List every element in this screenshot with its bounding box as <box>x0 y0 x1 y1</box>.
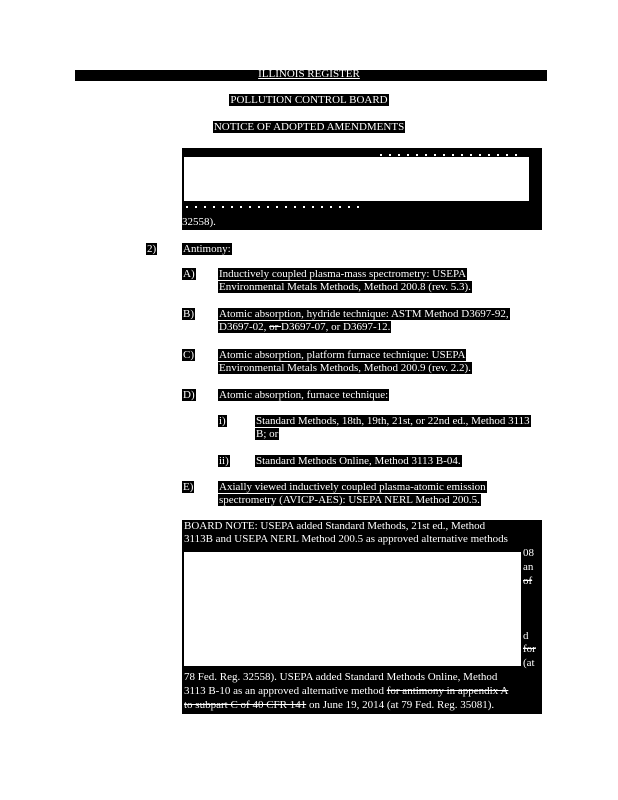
board-note-fragment: d <box>523 630 529 642</box>
redaction-speckle <box>280 622 510 624</box>
section-title: Antimony: <box>183 243 231 255</box>
board-title: POLLUTION CONTROL BOARD <box>230 94 388 106</box>
board-note-fragment: (at <box>523 657 535 669</box>
item-label: C) <box>183 349 194 361</box>
redaction-speckle <box>186 552 516 554</box>
board-note-line: 3113B and USEPA NERL Method 200.5 as approved alternative methods <box>184 533 508 545</box>
board-note-fragment: 08 <box>523 547 534 559</box>
board-note-line: 78 Fed. Reg. 32558). USEPA added Standard Methods Online, Method <box>184 671 498 683</box>
board-note-line: to subpart C of 40 CFR 141 on June 19, 2014 (at 79 Fed. Reg. 35081). <box>184 699 495 711</box>
board-note-fragment: for <box>523 643 536 655</box>
redaction-gap-note <box>184 552 521 666</box>
redaction-gap-top <box>184 157 529 201</box>
item-text: Inductively coupled plasma-mass spectrometry: USEPA Environmental Metals Methods, Method 200.8 (rev. 5.3). <box>219 268 471 293</box>
board-note-line: 3113 B-10 as an approved alternative method for antimony in appendix A <box>184 685 509 697</box>
redaction-speckle <box>186 664 416 666</box>
item-label: B) <box>183 308 194 320</box>
item-label: E) <box>183 481 194 493</box>
item-text: Axially viewed inductively coupled plasma-atomic emission spectrometry (AVICP-AES): USEPA NERL Method 200.5. <box>219 481 486 506</box>
board-note-fragment: an <box>523 561 534 573</box>
item-label: A) <box>183 268 195 280</box>
board-note-line: BOARD NOTE: USEPA added Standard Methods, 21st ed., Method <box>184 520 486 532</box>
item-text: Atomic absorption, furnace technique: <box>219 389 389 401</box>
section-number: 2) <box>147 243 157 255</box>
item-text: Atomic absorption, hydride technique: ASTM Method D3697-92, D3697-02, or D3697-07, or D3697-12. <box>219 308 509 333</box>
redaction-speckle <box>186 206 366 208</box>
redaction-speckle <box>380 154 520 156</box>
notice-title: NOTICE OF ADOPTED AMENDMENTS <box>213 121 405 133</box>
board-note-fragment: of <box>523 575 533 587</box>
subitem-label: ii) <box>219 455 229 467</box>
item-text: Atomic absorption, platform furnace technique: USEPA Environmental Metals Methods, Method 200.9 (rev. 2.2). <box>219 349 471 374</box>
register-title: ILLINOIS REGISTER <box>258 68 360 80</box>
top-block-tail: 32558). <box>182 216 216 228</box>
subitem-text: Standard Methods Online, Method 3113 B-04. <box>256 455 461 467</box>
item-label: D) <box>183 389 195 401</box>
subitem-text: Standard Methods, 18th, 19th, 21st, or 22nd ed., Method 3113 B; or <box>256 415 530 440</box>
subitem-label: i) <box>219 415 226 427</box>
